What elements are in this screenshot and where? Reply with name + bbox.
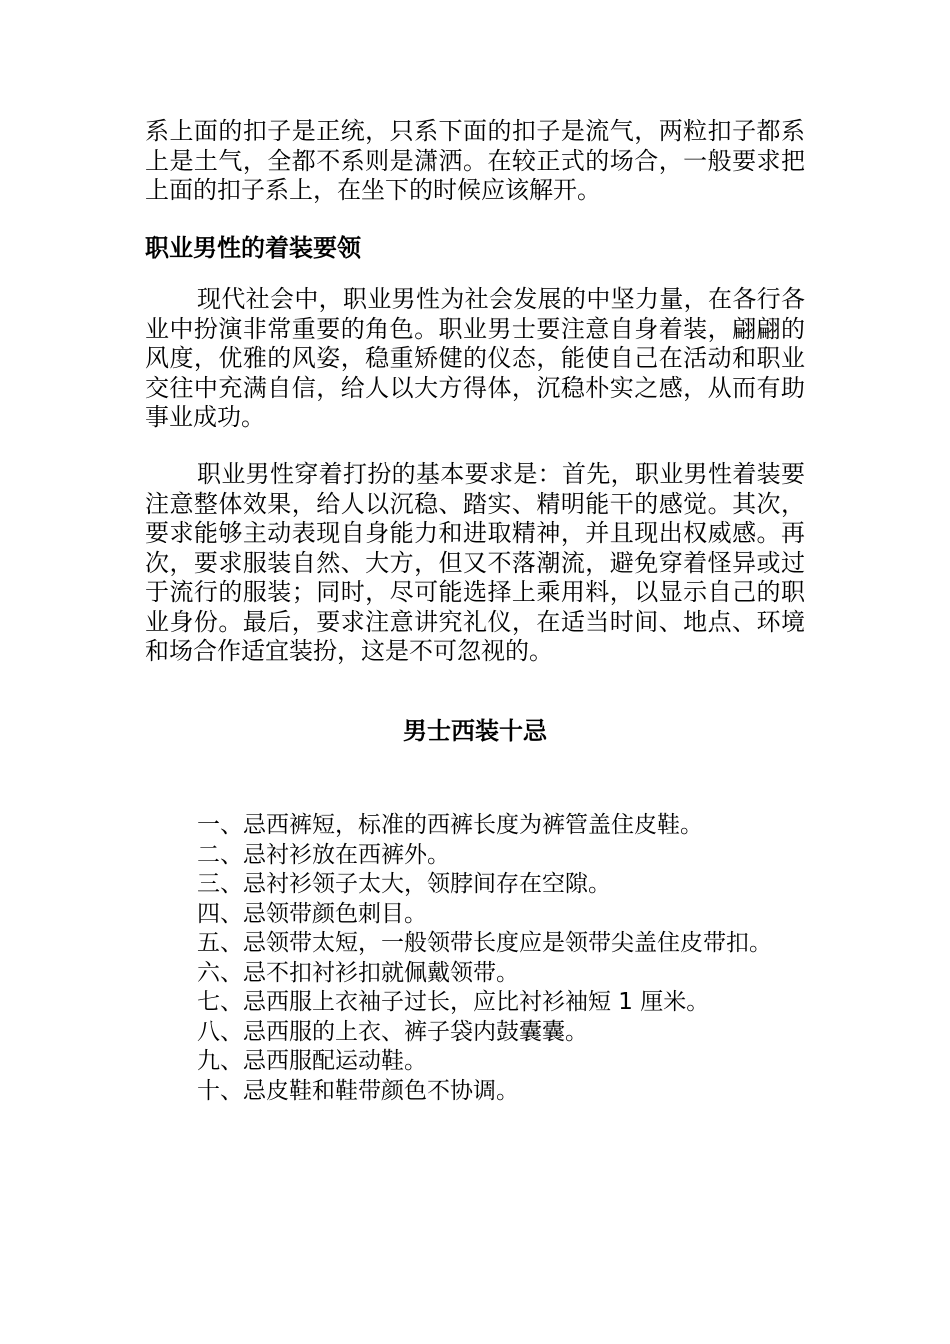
section-heading: 职业男性的着装要领: [145, 233, 361, 262]
list-item: 九、忌西服配运动鞋。: [197, 1048, 427, 1074]
list-item: 一、忌西裤短，标准的西裤长度为裤管盖住皮鞋。: [197, 812, 703, 838]
taboos-list: [145, 811, 805, 1106]
list-item: 七、忌西服上衣袖子过长，应比衬衫袖短 1 厘米。: [197, 989, 710, 1015]
list-item: 八、忌西服的上衣、裤子袋内鼓囊囊。: [197, 1018, 588, 1045]
body-paragraph-1: 现代社会中，职业男性为社会发展的中坚力量，在各行各业中扮演非常重要的角色。职业男士要注意自身着装，翩翩的风度，优雅的风姿，稳重矫健的仪态，能使自己在活动和职业交往中充满自信，给人以大方得体，沉稳朴实之感，从而有助事业成功。: [145, 285, 805, 431]
list-item: 三、忌衬衫领子太大，领脖间存在空隙。: [197, 871, 611, 897]
list-item: 六、忌不扣衬衫扣就佩戴领带。: [197, 959, 519, 986]
list-item: 四、忌领带颜色刺目。: [197, 900, 427, 927]
taboos-heading: 男士西装十忌: [403, 716, 547, 745]
body-paragraph-2: 职业男性穿着打扮的基本要求是：首先，职业男性着装要注意整体效果，给人以沉稳、踏实、精明能干的感觉。其次，要求能够主动表现自身能力和进取精神，并且现出权威感。再次，要求服装自然、大方，但又不落潮流，避免穿着怪异或过于流行的服装；同时，尽可能选择上乘用料，以显示自己的职业身份。最后，要求注意讲究礼仪，在适当时间、地点、环境和场合作适宜装扮，这是不可忽视的。: [145, 460, 805, 665]
list-item: 十、忌皮鞋和鞋带颜色不协调。: [197, 1077, 519, 1104]
intro-paragraph: 系上面的扣子是正统，只系下面的扣子是流气，两粒扣子都系上是土气，全都不系则是潇洒。在较正式的场合，一般要求把上面的扣子系上，在坐下的时候应该解开。: [145, 117, 805, 204]
list-item: 二、忌衬衫放在西裤外。: [197, 841, 450, 868]
list-item: 五、忌领带太短，一般领带长度应是领带尖盖住皮带扣。: [197, 930, 772, 956]
